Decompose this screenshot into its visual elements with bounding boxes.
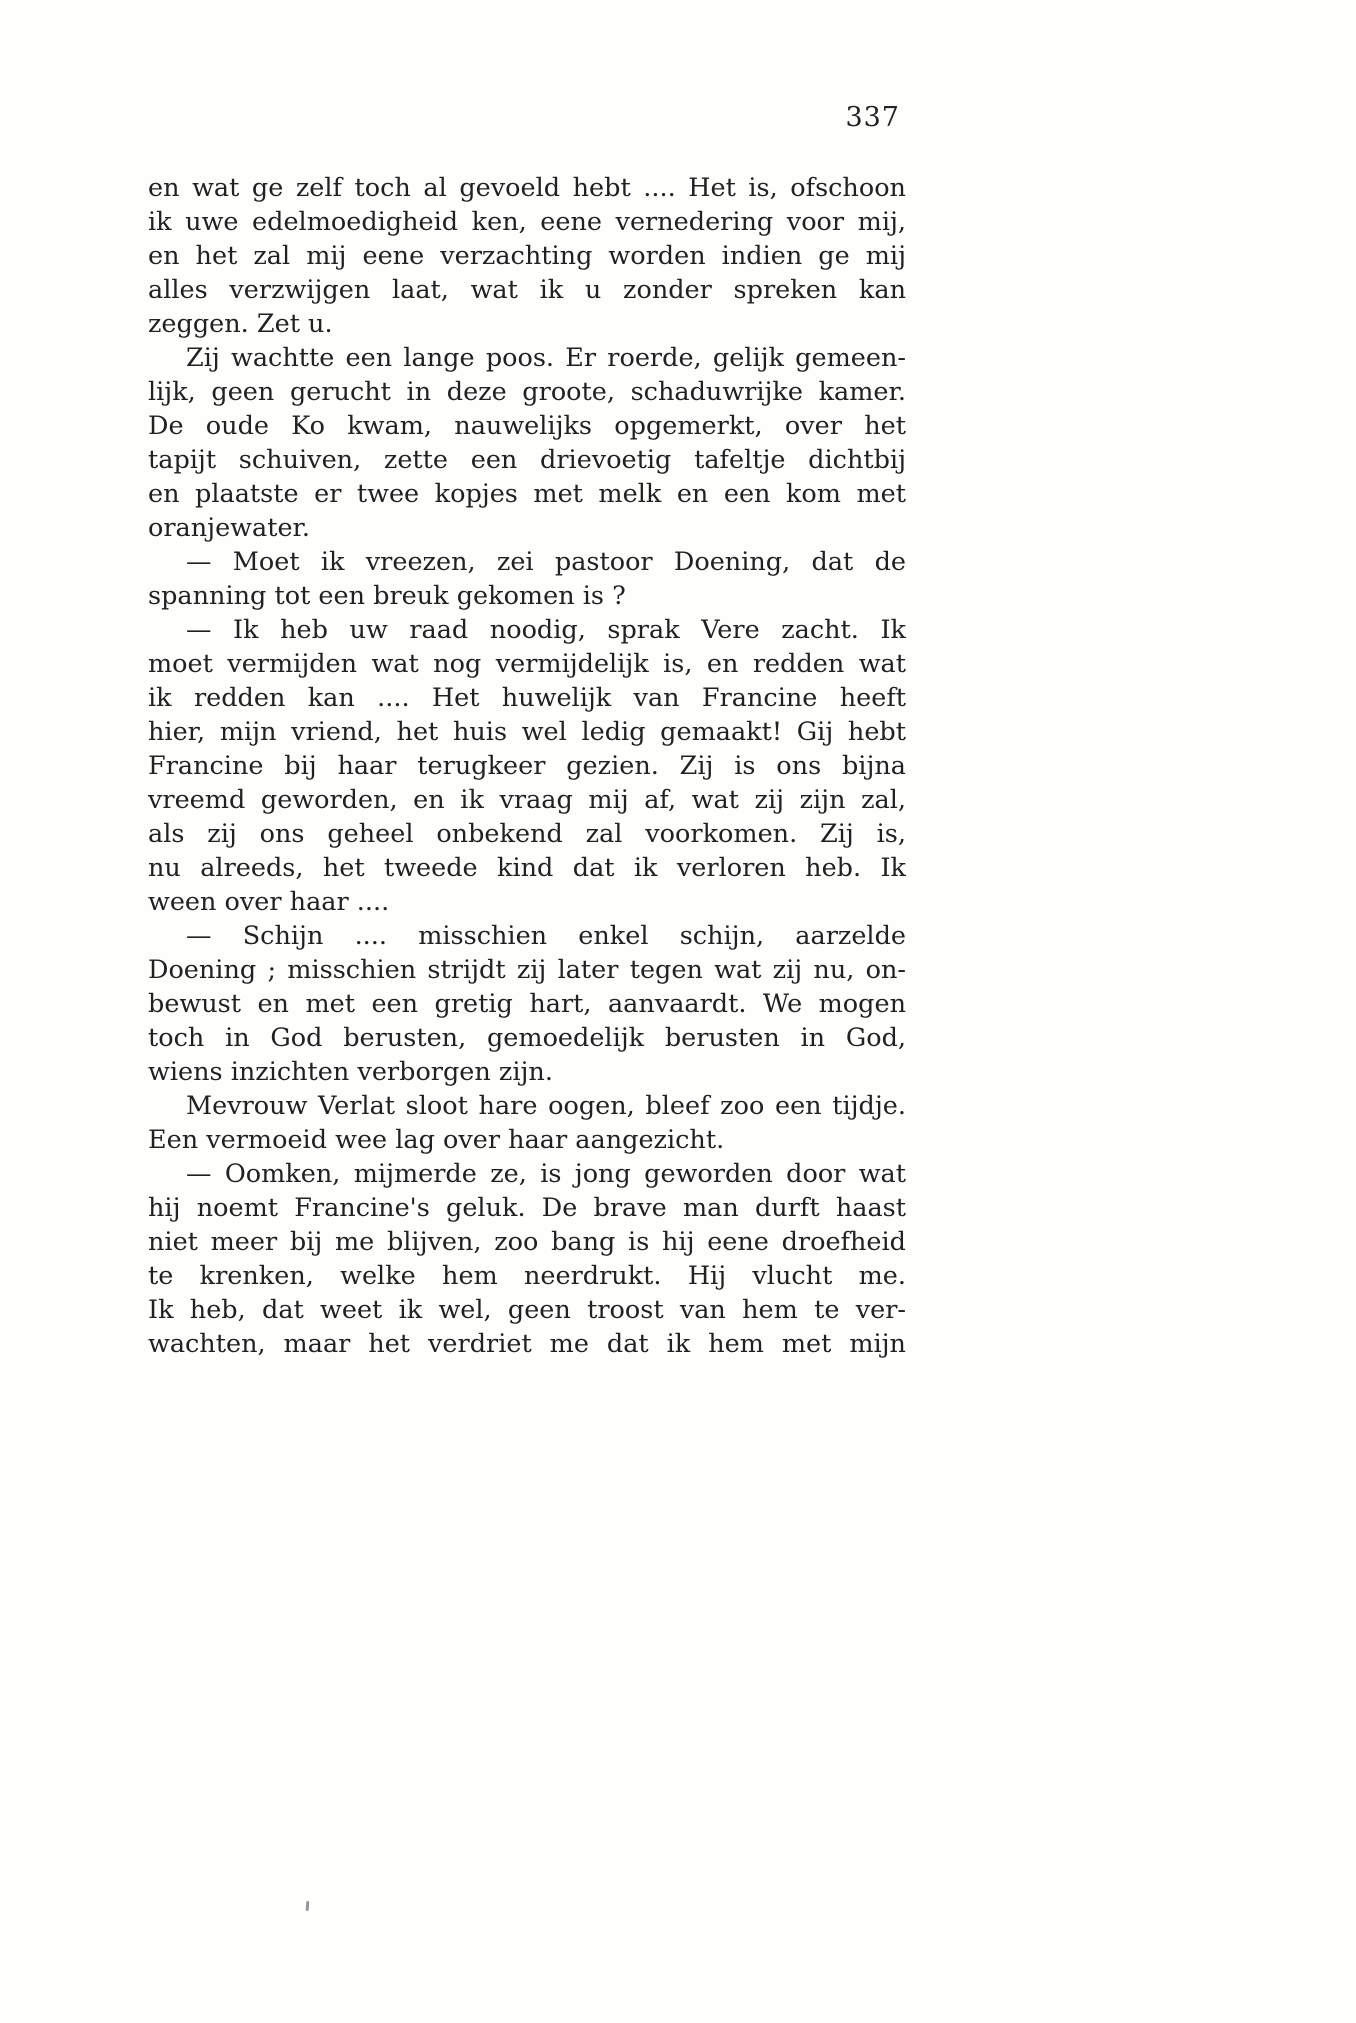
text-line: moet vermijden wat nog vermijdelijk is, en redden wat	[148, 649, 906, 679]
text-line: lijk, geen gerucht in deze groote, schaduwrijke kamer.	[148, 377, 906, 407]
text-line: oranjewater.	[148, 513, 311, 543]
text-line: tapijt schuiven, zette een drievoetig tafeltje dichtbij	[148, 445, 906, 475]
text-line: Ik heb, dat weet ik wel, geen troost van hem te ver-	[148, 1295, 906, 1325]
text-line: en plaatste er twee kopjes met melk en een kom met	[148, 479, 906, 509]
text-line: — Schijn .... misschien enkel schijn, aarzelde	[186, 921, 906, 951]
text-line: en wat ge zelf toch al gevoeld hebt .... Het is, ofschoon	[148, 173, 906, 203]
text-line: ik uwe edelmoedigheid ken, eene vernedering voor mij,	[148, 207, 906, 237]
text-line: nu alreeds, het tweede kind dat ik verloren heb. Ik	[148, 853, 906, 883]
text-line: ween over haar ....	[148, 887, 390, 917]
text-line: Een vermoeid wee lag over haar aangezicht.	[148, 1125, 725, 1155]
text-line: alles verzwijgen laat, wat ik u zonder spreken kan	[148, 275, 906, 305]
text-line: Mevrouw Verlat sloot hare oogen, bleef zoo een tijdje.	[186, 1091, 906, 1121]
text-block	[148, 171, 906, 1361]
page-number: 337	[845, 102, 900, 133]
print-artifact	[306, 1901, 310, 1911]
text-line: ik redden kan .... Het huwelijk van Francine heeft	[148, 683, 906, 713]
text-line: Zij wachtte een lange poos. Er roerde, gelijk gemeen-	[186, 343, 906, 373]
text-line: zeggen. Zet u.	[148, 309, 333, 339]
text-line: Doening ; misschien strijdt zij later tegen wat zij nu, on-	[148, 955, 906, 985]
text-line: niet meer bij me blijven, zoo bang is hij eene droefheid	[148, 1227, 906, 1257]
text-line: toch in God berusten, gemoedelijk berusten in God,	[148, 1023, 906, 1053]
text-line: Francine bij haar terugkeer gezien. Zij is ons bijna	[148, 751, 906, 781]
text-line: hij noemt Francine's geluk. De brave man durft haast	[148, 1193, 906, 1223]
text-line: wachten, maar het verdriet me dat ik hem met mijn	[148, 1329, 906, 1359]
text-line: — Ik heb uw raad noodig, sprak Vere zacht. Ik	[186, 615, 906, 645]
text-line: — Moet ik vreezen, zei pastoor Doening, dat de	[186, 547, 906, 577]
text-line: bewust en met een gretig hart, aanvaardt. We mogen	[148, 989, 906, 1019]
text-line: als zij ons geheel onbekend zal voorkomen. Zij is,	[148, 819, 906, 849]
text-line: te krenken, welke hem neerdrukt. Hij vlucht me.	[148, 1261, 906, 1291]
text-line: en het zal mij eene verzachting worden indien ge mij	[148, 241, 906, 271]
text-line: hier, mijn vriend, het huis wel ledig gemaakt! Gij hebt	[148, 717, 906, 747]
text-line: spanning tot een breuk gekomen is ?	[148, 581, 626, 611]
text-line: wiens inzichten verborgen zijn.	[148, 1057, 553, 1087]
text-line: — Oomken, mijmerde ze, is jong geworden door wat	[186, 1159, 906, 1189]
text-line: vreemd geworden, en ik vraag mij af, wat zij zijn zal,	[148, 785, 906, 815]
text-line: De oude Ko kwam, nauwelijks opgemerkt, over het	[148, 411, 906, 441]
